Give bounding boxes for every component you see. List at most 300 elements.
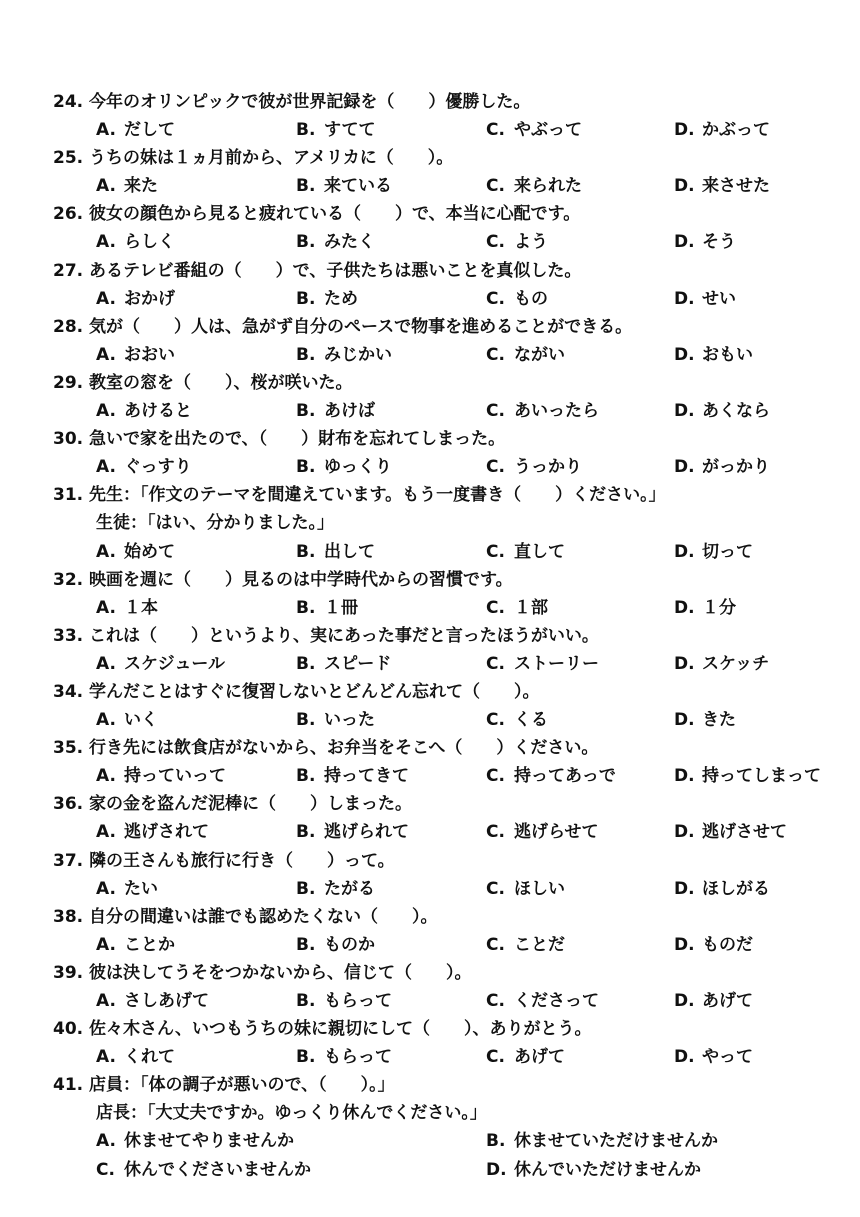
option-text: ストーリー xyxy=(514,653,599,674)
option-letter: D. xyxy=(674,120,695,141)
option-letter: C. xyxy=(486,120,505,141)
question-39 xyxy=(0,959,860,1015)
question-36 xyxy=(0,790,860,846)
option-d[interactable] xyxy=(674,116,770,144)
option-letter: C. xyxy=(486,878,505,899)
option-text: せい xyxy=(702,288,736,309)
option-text: 来た xyxy=(124,176,158,197)
option-c[interactable] xyxy=(486,116,582,144)
option-text: みじかい xyxy=(324,344,392,365)
question-number: 33. xyxy=(53,625,84,646)
option-d[interactable] xyxy=(674,285,736,313)
option-text: よう xyxy=(514,232,548,253)
question-stem: 店員：「体の調子が悪いので、（ ）。」 xyxy=(89,1075,395,1096)
question-number: 28. xyxy=(53,316,84,337)
option-letter: C. xyxy=(486,653,505,674)
question-34 xyxy=(0,678,860,734)
option-d[interactable] xyxy=(674,706,736,734)
option-text: 来ている xyxy=(324,176,392,197)
option-text: もの xyxy=(514,288,548,309)
options-row xyxy=(0,762,860,790)
option-b[interactable] xyxy=(296,931,375,959)
option-letter: C. xyxy=(486,822,505,843)
exam-page xyxy=(0,88,860,1184)
option-text: 持ってきて xyxy=(324,766,409,787)
question-30 xyxy=(0,425,860,481)
option-letter: C. xyxy=(486,766,505,787)
option-a[interactable] xyxy=(96,762,226,790)
option-c[interactable] xyxy=(486,453,582,481)
option-letter: D. xyxy=(674,288,695,309)
option-text: おかげ xyxy=(124,288,175,309)
question-dialogue: 店長：「大丈夫ですか。ゆっくり休んでください。」 xyxy=(96,1103,487,1124)
option-c[interactable] xyxy=(486,594,548,622)
question-stem-line xyxy=(0,88,860,116)
question-stem-line xyxy=(0,847,860,875)
option-a[interactable] xyxy=(96,397,192,425)
question-stem: 気が（ ）人は、急がず自分のペースで物事を進めることができる。 xyxy=(89,316,633,337)
option-c[interactable] xyxy=(486,285,548,313)
option-letter: D. xyxy=(674,344,695,365)
option-a[interactable] xyxy=(96,650,225,678)
option-letter: D. xyxy=(674,176,695,197)
option-b[interactable] xyxy=(486,1127,718,1155)
option-c[interactable] xyxy=(486,228,548,256)
option-letter: A. xyxy=(96,597,116,618)
option-d[interactable] xyxy=(674,538,753,566)
question-number: 27. xyxy=(53,260,84,281)
question-stem: 学んだことはすぐに復習しないとどんどん忘れて（ ）。 xyxy=(89,681,540,702)
option-letter: A. xyxy=(96,176,116,197)
question-stem: 彼は決してうそをつかないから、信じて（ ）。 xyxy=(89,962,472,983)
option-c[interactable] xyxy=(486,875,565,903)
option-text: やぶって xyxy=(514,120,582,141)
option-text: そう xyxy=(702,232,736,253)
option-letter: C. xyxy=(486,232,505,253)
question-stem-line xyxy=(0,313,860,341)
option-text: ぐっすり xyxy=(124,457,192,478)
question-stem: 家の金を盗んだ泥棒に（ ）しまった。 xyxy=(89,794,412,815)
question-stem: 佐々木さん、いつもうちの妹に親切にして（ ）、ありがとう。 xyxy=(89,1019,592,1040)
option-text: 休んでくださいませんか xyxy=(124,1159,311,1180)
option-b[interactable] xyxy=(296,285,358,313)
question-stem: 急いで家を出たので、（ ）財布を忘れてしまった。 xyxy=(89,429,506,450)
options-row xyxy=(0,341,860,369)
question-stem: 行き先には飲食店がないから、お弁当をそこへ（ ）ください。 xyxy=(89,738,599,759)
question-number: 34. xyxy=(53,681,84,702)
option-letter: B. xyxy=(296,597,316,618)
question-number: 39. xyxy=(53,962,84,983)
question-number: 38. xyxy=(53,906,84,927)
option-text: 持ってあっで xyxy=(514,766,616,787)
option-letter: C. xyxy=(486,176,505,197)
option-letter: D. xyxy=(674,822,695,843)
option-letter: A. xyxy=(96,766,116,787)
option-b[interactable] xyxy=(296,706,375,734)
option-text: くれて xyxy=(124,1047,175,1068)
option-d[interactable] xyxy=(674,650,769,678)
option-text: １分 xyxy=(702,597,736,618)
question-number: 37. xyxy=(53,850,84,871)
option-c[interactable] xyxy=(486,341,565,369)
option-letter: B. xyxy=(296,176,316,197)
option-letter: C. xyxy=(486,991,505,1011)
option-letter: B. xyxy=(296,878,316,899)
option-letter: C. xyxy=(96,1159,115,1180)
option-letter: B. xyxy=(296,344,316,365)
option-letter: B. xyxy=(296,232,316,253)
option-letter: B. xyxy=(296,934,316,955)
option-letter: C. xyxy=(486,457,505,478)
option-text: あいったら xyxy=(514,401,599,422)
option-b[interactable] xyxy=(296,650,391,678)
option-letter: D. xyxy=(486,1159,507,1180)
option-letter: A. xyxy=(96,344,116,365)
option-text: 持ってしまって xyxy=(702,766,821,787)
option-a[interactable] xyxy=(96,1043,175,1071)
option-letter: A. xyxy=(96,541,116,562)
option-d[interactable] xyxy=(674,453,770,481)
option-text: あけると xyxy=(124,401,192,422)
option-text: さしあげて xyxy=(124,991,209,1011)
option-text: スピード xyxy=(324,653,392,674)
question-stem: あるテレビ番組の（ ）で、子供たちは悪いことを真似した。 xyxy=(89,260,582,281)
question-stem-line xyxy=(0,566,860,594)
question-number: 41. xyxy=(53,1075,84,1096)
question-stem: これは（ ）というより、実にあった事だと言ったほうがいい。 xyxy=(89,625,599,646)
option-text: ゆっくり xyxy=(324,457,392,478)
option-b[interactable] xyxy=(296,987,392,1015)
question-list xyxy=(0,88,860,1184)
options-row xyxy=(0,594,860,622)
option-text: 逃げされて xyxy=(124,822,209,843)
question-stem-line xyxy=(0,1015,860,1043)
option-text: すてて xyxy=(324,120,376,141)
option-text: 始めて xyxy=(124,541,175,562)
options-row xyxy=(0,172,860,200)
option-text: 直して xyxy=(514,541,565,562)
question-stem-line xyxy=(0,200,860,228)
option-d[interactable] xyxy=(674,341,753,369)
options-row xyxy=(0,285,860,313)
option-letter: D. xyxy=(674,401,695,422)
option-b[interactable] xyxy=(296,453,392,481)
question-31 xyxy=(0,481,860,565)
option-letter: A. xyxy=(96,822,116,843)
question-stem: 自分の間違いは誰でも認めたくない（ ）。 xyxy=(89,906,438,927)
option-letter: C. xyxy=(486,541,505,562)
question-stem-line xyxy=(0,790,860,818)
option-text: くださって xyxy=(514,991,599,1011)
option-letter: A. xyxy=(96,710,116,731)
option-text: いく xyxy=(124,710,158,731)
question-number: 36. xyxy=(53,794,84,815)
question-37 xyxy=(0,847,860,903)
option-b[interactable] xyxy=(296,762,409,790)
question-number: 29. xyxy=(53,372,84,393)
options-row xyxy=(0,875,860,903)
option-a[interactable] xyxy=(96,538,175,566)
option-c[interactable] xyxy=(486,818,599,846)
option-text: １部 xyxy=(514,597,548,618)
option-text: 来させた xyxy=(702,176,770,197)
options-row xyxy=(0,228,860,256)
option-letter: B. xyxy=(296,653,316,674)
option-a[interactable] xyxy=(96,594,158,622)
option-text: ながい xyxy=(514,344,565,365)
option-c[interactable] xyxy=(96,1156,311,1184)
option-b[interactable] xyxy=(296,116,376,144)
option-letter: C. xyxy=(486,934,505,955)
option-text: たがる xyxy=(324,878,375,899)
option-d[interactable] xyxy=(674,397,770,425)
options-row xyxy=(0,397,860,425)
question-stem-line xyxy=(0,369,860,397)
option-text: ものだ xyxy=(702,934,753,955)
option-a[interactable] xyxy=(96,453,192,481)
options-row xyxy=(0,706,860,734)
question-number: 31. xyxy=(53,485,84,506)
option-letter: B. xyxy=(296,710,316,731)
option-b[interactable] xyxy=(296,875,375,903)
option-letter: C. xyxy=(486,1047,505,1068)
option-text: ものか xyxy=(324,934,375,955)
option-letter: A. xyxy=(96,1131,116,1152)
option-letter: B. xyxy=(486,1131,506,1152)
option-c[interactable] xyxy=(486,397,599,425)
option-c[interactable] xyxy=(486,538,565,566)
option-letter: C. xyxy=(486,401,505,422)
option-text: 休ませていただけませんか xyxy=(514,1131,718,1152)
option-letter: C. xyxy=(486,597,505,618)
question-38 xyxy=(0,903,860,959)
option-d[interactable] xyxy=(674,1043,753,1071)
question-number: 35. xyxy=(53,738,84,759)
question-dialogue-line xyxy=(0,509,860,537)
option-d[interactable] xyxy=(674,931,753,959)
option-b[interactable] xyxy=(296,172,392,200)
option-letter: B. xyxy=(296,1047,316,1068)
option-letter: D. xyxy=(674,457,695,478)
option-letter: D. xyxy=(674,653,695,674)
option-letter: A. xyxy=(96,934,116,955)
question-stem-line xyxy=(0,678,860,706)
option-text: もらって xyxy=(324,1047,392,1068)
option-text: 逃げらせて xyxy=(514,822,599,843)
question-26 xyxy=(0,200,860,256)
option-letter: D. xyxy=(674,934,695,955)
question-stem-line xyxy=(0,1071,860,1099)
option-letter: B. xyxy=(296,288,316,309)
question-25 xyxy=(0,144,860,200)
question-number: 32. xyxy=(53,569,84,590)
question-stem-line xyxy=(0,959,860,987)
option-letter: A. xyxy=(96,232,116,253)
question-stem-line xyxy=(0,734,860,762)
options-row xyxy=(0,931,860,959)
question-32 xyxy=(0,566,860,622)
options-row xyxy=(0,1156,860,1184)
option-text: ことか xyxy=(124,934,175,955)
option-d[interactable] xyxy=(674,172,770,200)
option-a[interactable] xyxy=(96,875,158,903)
option-b[interactable] xyxy=(296,341,392,369)
option-text: あくなら xyxy=(702,401,770,422)
option-letter: D. xyxy=(674,991,695,1011)
question-number: 30. xyxy=(53,429,84,450)
option-text: おおい xyxy=(124,344,175,365)
option-letter: D. xyxy=(674,232,695,253)
option-letter: B. xyxy=(296,991,316,1011)
option-text: たい xyxy=(124,878,158,899)
option-letter: A. xyxy=(96,1047,116,1068)
option-text: ため xyxy=(324,288,358,309)
option-letter: D. xyxy=(674,710,695,731)
option-letter: B. xyxy=(296,766,316,787)
option-text: 休ませてやりませんか xyxy=(124,1131,294,1152)
option-d[interactable] xyxy=(674,594,736,622)
option-a[interactable] xyxy=(96,931,175,959)
option-c[interactable] xyxy=(486,931,565,959)
option-letter: D. xyxy=(674,597,695,618)
option-text: だして xyxy=(124,120,175,141)
option-b[interactable] xyxy=(296,818,409,846)
option-text: いった xyxy=(324,710,375,731)
question-stem-line xyxy=(0,144,860,172)
option-text: あげて xyxy=(702,991,753,1011)
option-b[interactable] xyxy=(296,538,375,566)
options-row xyxy=(0,818,860,846)
question-stem-line xyxy=(0,903,860,931)
option-letter: C. xyxy=(486,288,505,309)
question-28 xyxy=(0,313,860,369)
option-b[interactable] xyxy=(296,228,375,256)
question-stem: 隣の王さんも旅行に行き（ ）って。 xyxy=(89,850,395,871)
option-text: ほしがる xyxy=(702,878,770,899)
option-c[interactable] xyxy=(486,762,616,790)
option-b[interactable] xyxy=(296,594,358,622)
option-letter: D. xyxy=(674,541,695,562)
option-c[interactable] xyxy=(486,987,599,1015)
option-text: 持っていって xyxy=(124,766,226,787)
option-text: 休んでいただけませんか xyxy=(514,1159,701,1180)
option-text: らしく xyxy=(124,232,175,253)
option-d[interactable] xyxy=(486,1156,701,1184)
option-a[interactable] xyxy=(96,1127,294,1155)
option-d[interactable] xyxy=(674,228,736,256)
option-a[interactable] xyxy=(96,228,175,256)
option-letter: C. xyxy=(486,710,505,731)
option-text: がっかり xyxy=(702,457,770,478)
option-d[interactable] xyxy=(674,762,821,790)
option-a[interactable] xyxy=(96,116,175,144)
question-stem: 教室の窓を（ ）、桜が咲いた。 xyxy=(89,372,353,393)
option-text: スケジュール xyxy=(124,653,225,674)
options-row xyxy=(0,1043,860,1071)
option-letter: C. xyxy=(486,344,505,365)
option-letter: A. xyxy=(96,457,116,478)
question-stem: 今年のオリンピックで彼が世界記録を（ ）優勝した。 xyxy=(89,92,531,112)
option-d[interactable] xyxy=(674,987,753,1015)
option-text: あげて xyxy=(514,1047,565,1068)
question-40 xyxy=(0,1015,860,1071)
option-d[interactable] xyxy=(674,875,770,903)
option-letter: D. xyxy=(674,766,695,787)
option-letter: D. xyxy=(674,1047,695,1068)
question-stem-line xyxy=(0,425,860,453)
option-text: 出して xyxy=(324,541,375,562)
option-text: ほしい xyxy=(514,878,565,899)
option-a[interactable] xyxy=(96,172,158,200)
option-a[interactable] xyxy=(96,987,209,1015)
options-row xyxy=(0,116,860,144)
question-dialogue-line xyxy=(0,1099,860,1127)
option-text: ことだ xyxy=(514,934,565,955)
question-24 xyxy=(0,88,860,144)
question-number: 40. xyxy=(53,1019,84,1040)
option-letter: A. xyxy=(96,878,116,899)
option-a[interactable] xyxy=(96,285,175,313)
option-text: みたく xyxy=(324,232,375,253)
option-c[interactable] xyxy=(486,172,582,200)
option-text: 逃げさせて xyxy=(702,822,787,843)
option-letter: B. xyxy=(296,120,316,141)
option-text: １冊 xyxy=(324,597,358,618)
option-c[interactable] xyxy=(486,1043,565,1071)
option-letter: B. xyxy=(296,457,316,478)
option-letter: A. xyxy=(96,401,116,422)
option-c[interactable] xyxy=(486,706,548,734)
option-letter: B. xyxy=(296,822,316,843)
option-a[interactable] xyxy=(96,818,209,846)
question-stem-line xyxy=(0,257,860,285)
option-text: 逃げられて xyxy=(324,822,409,843)
option-a[interactable] xyxy=(96,341,175,369)
option-text: 来られた xyxy=(514,176,582,197)
option-a[interactable] xyxy=(96,706,158,734)
option-text: 切って xyxy=(702,541,753,562)
question-41 xyxy=(0,1071,860,1183)
option-text: １本 xyxy=(124,597,158,618)
option-c[interactable] xyxy=(486,650,599,678)
options-row xyxy=(0,1127,860,1155)
option-letter: B. xyxy=(296,401,316,422)
question-stem: 彼女の顔色から見ると疲れている（ ）で、本当に心配です。 xyxy=(89,204,581,225)
option-text: うっかり xyxy=(514,457,582,478)
question-stem: うちの妹は１ヵ月前から、アメリカに（ ）。 xyxy=(89,148,454,169)
options-row xyxy=(0,987,860,1015)
option-letter: A. xyxy=(96,288,116,309)
option-b[interactable] xyxy=(296,1043,392,1071)
option-d[interactable] xyxy=(674,818,787,846)
option-letter: A. xyxy=(96,120,116,141)
question-29 xyxy=(0,369,860,425)
option-text: きた xyxy=(702,710,736,731)
question-number: 26. xyxy=(53,204,84,225)
question-dialogue: 生徒：「はい、分かりました。」 xyxy=(96,513,334,534)
option-text: やって xyxy=(702,1047,753,1068)
option-b[interactable] xyxy=(296,397,375,425)
options-row xyxy=(0,538,860,566)
option-text: あけば xyxy=(324,401,375,422)
option-letter: A. xyxy=(96,653,116,674)
option-text: おもい xyxy=(702,344,753,365)
question-35 xyxy=(0,734,860,790)
option-letter: B. xyxy=(296,541,316,562)
options-row xyxy=(0,650,860,678)
option-letter: A. xyxy=(96,991,116,1011)
question-stem-line xyxy=(0,481,860,509)
